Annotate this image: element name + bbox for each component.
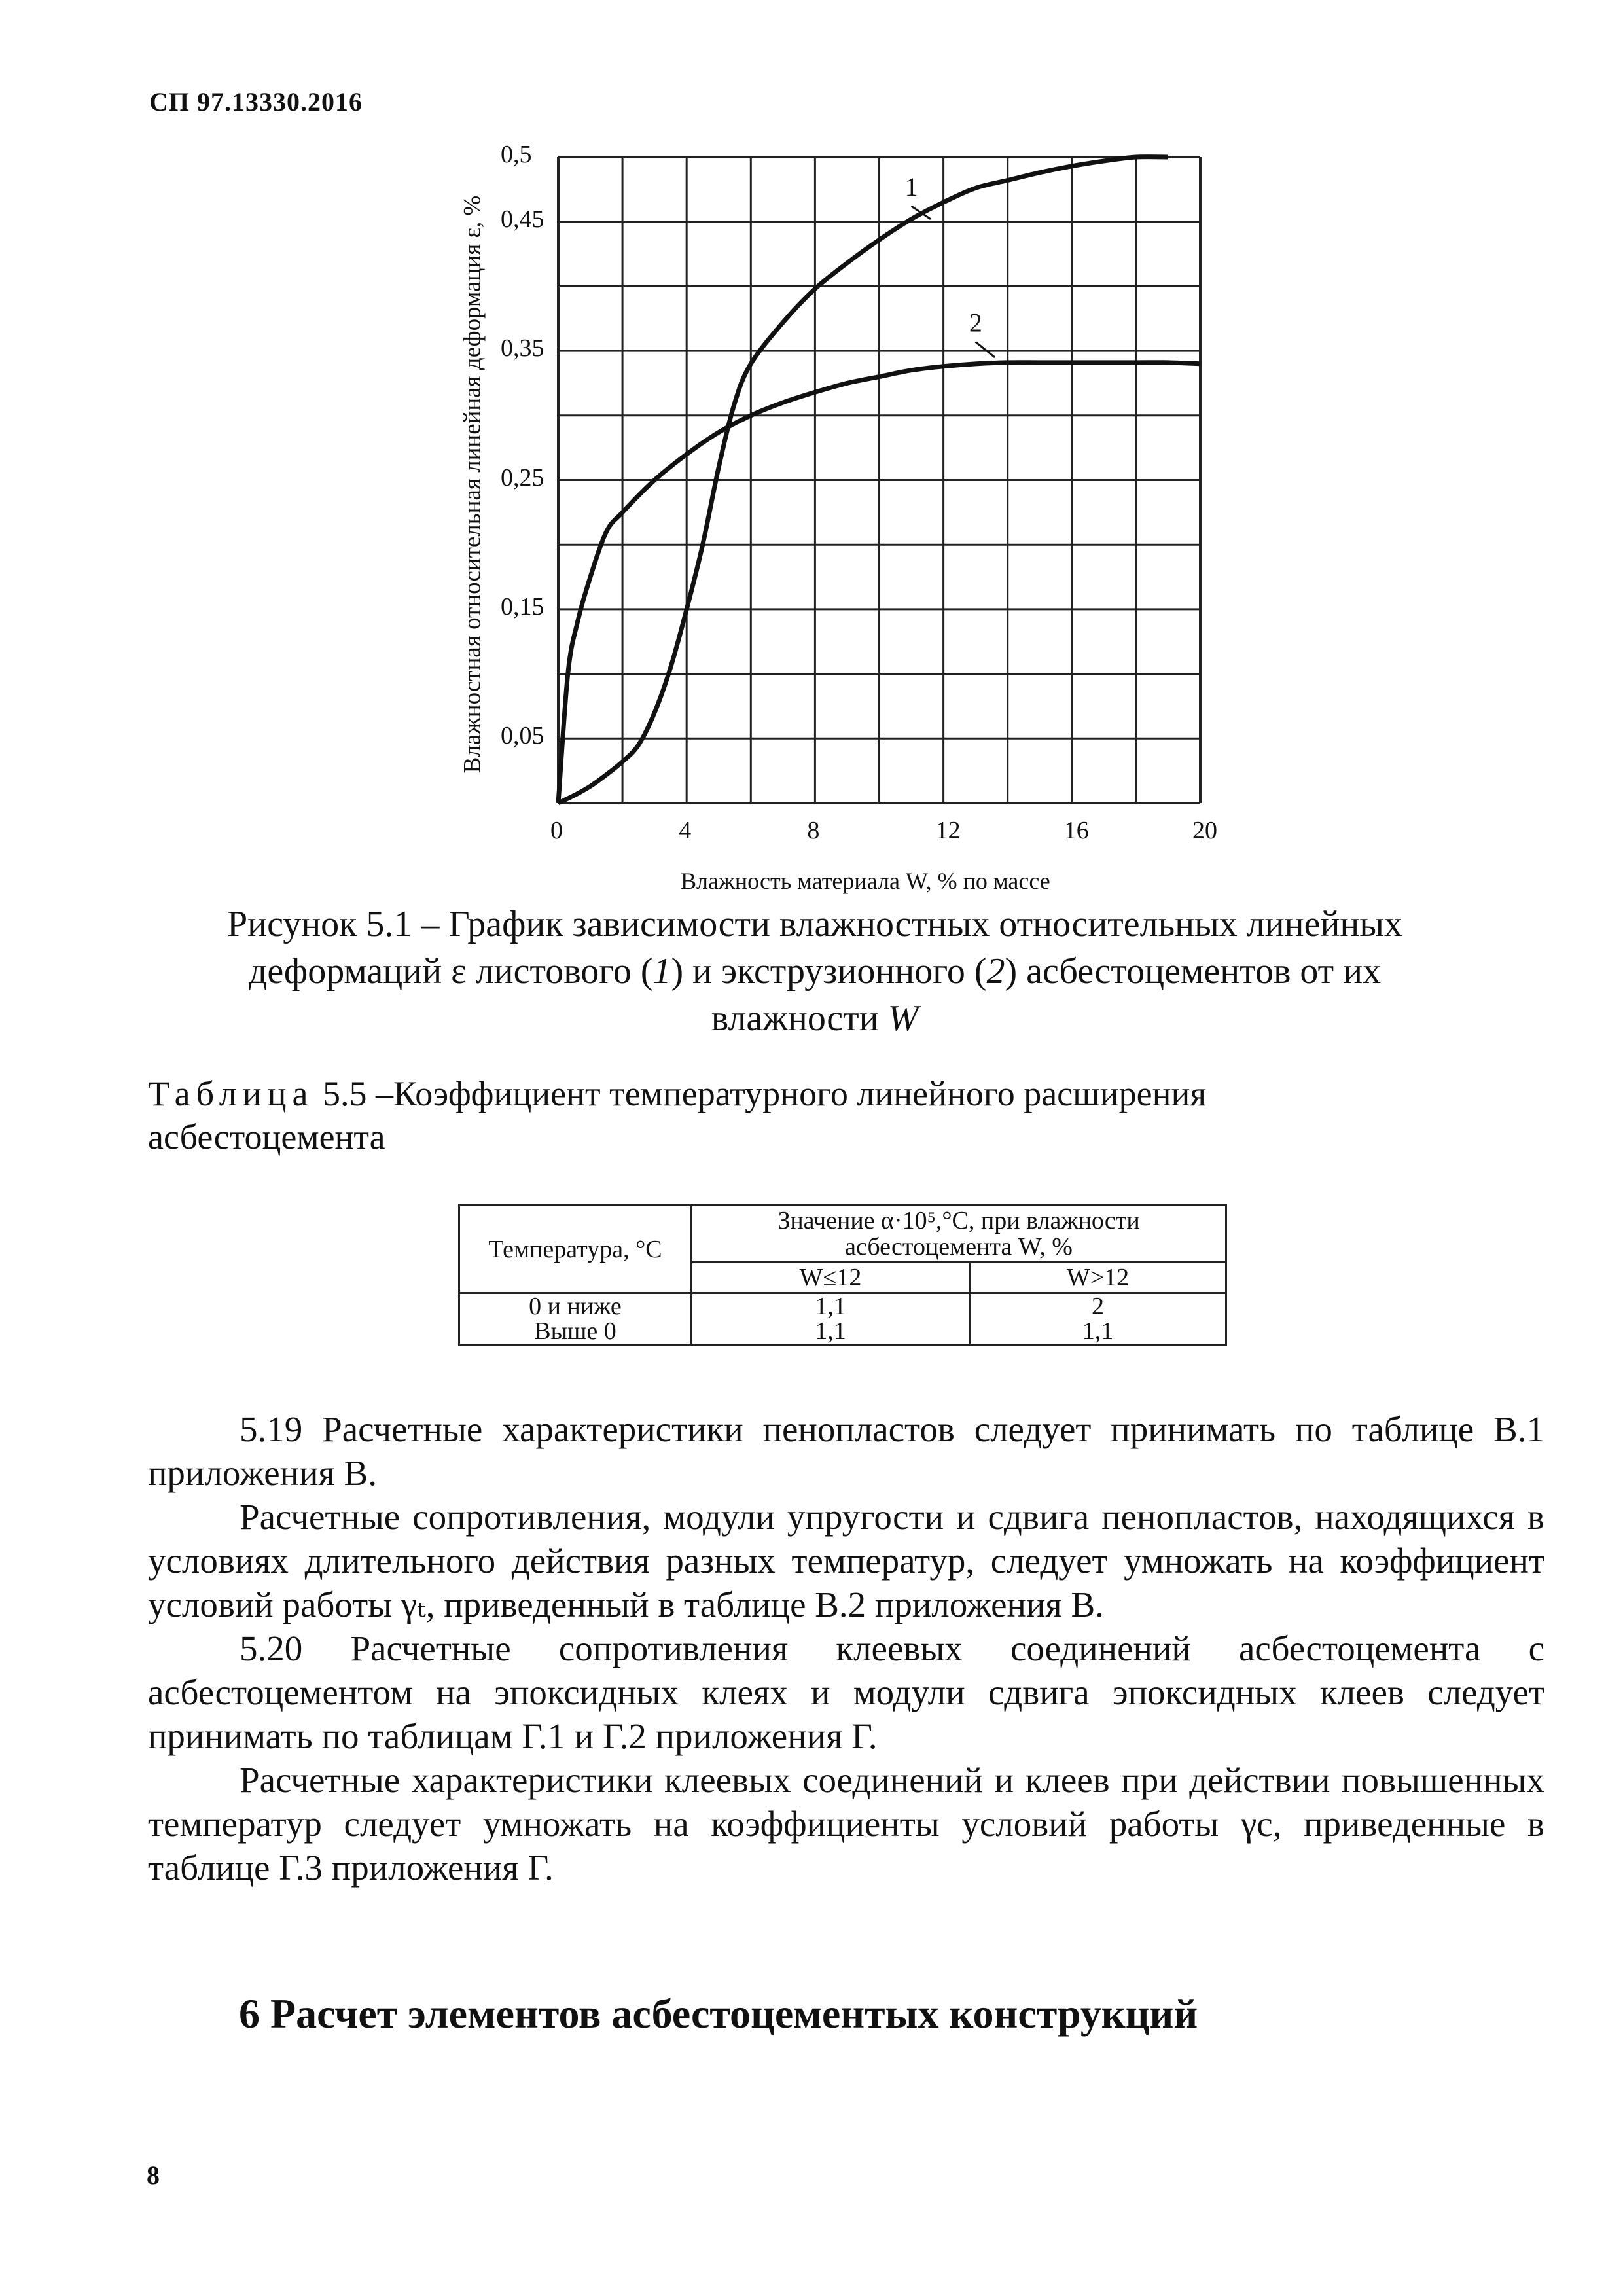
y-axis-label: Влажностная относительная линейная деформация ε, % (459, 195, 486, 774)
subheader-w-gt-12: W>12 (970, 1263, 1226, 1293)
y-tick-label: 0,45 (501, 205, 544, 233)
curve-label-2: 2 (969, 308, 982, 338)
moisture-deformation-chart (0, 0, 1623, 916)
x-tick-label: 0 (550, 817, 563, 844)
y-tick-label: 0,25 (501, 463, 544, 492)
curve-label-leader (976, 342, 995, 357)
y-tick-label: 0,5 (501, 141, 532, 168)
y-tick-label: 0,15 (501, 592, 544, 620)
expansion-coefficient-table (458, 1204, 1227, 1346)
x-tick-label: 12 (935, 817, 961, 844)
document-code: СП 97.13330.2016 (149, 87, 363, 117)
y-tick-label: 0,05 (501, 722, 544, 750)
x-tick-label: 4 (679, 817, 692, 844)
page-number: 8 (147, 2161, 160, 2190)
x-axis-label: Влажность материала W, % по массе (681, 868, 1050, 894)
header-temperature: Температура, °С (459, 1206, 692, 1293)
caption-line-1: Рисунок 5.1 – График зависимости влажностных относительных линейных (226, 904, 1403, 944)
subheader-w-le-12: W≤12 (692, 1263, 970, 1293)
curve-label-1: 1 (904, 172, 918, 202)
paragraph-5-20: 5.20 Расчетные сопротивления клеевых соединений асбестоцемента с асбестоцементом на эпоксидных клеях и модули сдвига эпоксидных клеев следует принимать по таблицам Г.1 и Г.2 приложения Г. (148, 1628, 1544, 1756)
table-row: Выше 0 1,1 1,1 (459, 1319, 1226, 1345)
table-title: Таблица 5.5 –Коэффициент температурного линейного расширения асбестоцемента (148, 1074, 1207, 1157)
table-row: 0 и ниже 1,1 2 (459, 1293, 1226, 1319)
body-text (148, 1407, 1544, 1890)
x-tick-label: 8 (807, 817, 820, 844)
caption-line-2: деформаций ε листового (1) и экструзионного (2) асбестоцементов от их (248, 951, 1382, 992)
header-value: Значение α·10⁵,°С, при влажности асбестоцемента W, % (692, 1206, 1226, 1263)
x-tick-label: 20 (1192, 817, 1217, 844)
section-heading: 6 Расчет элементов асбестоцементых конструкций (239, 1990, 1198, 2037)
figure-caption (151, 901, 1479, 1042)
paragraph-foam-resistance: Расчетные сопротивления, модули упругости и сдвига пенопластов, находящихся в условиях длительного действия разных температур, следует умножать на коэффициент условий работы γₜ, приведенный в таблице В.2 приложения В. (148, 1497, 1544, 1624)
x-tick-label: 16 (1063, 817, 1089, 844)
paragraph-5-19: 5.19 Расчетные характеристики пенопластов следует принимать по таблице В.1 приложения В. (148, 1409, 1544, 1493)
paragraph-adhesive-characteristics: Расчетные характеристики клеевых соединений и клеев при действии повышенных температур следует умножать на коэффициенты условий работы γc, приведенные в таблице Г.3 приложения Г. (148, 1760, 1544, 1888)
y-tick-label: 0,35 (501, 334, 544, 363)
caption-line-3: влажности W (711, 998, 919, 1039)
